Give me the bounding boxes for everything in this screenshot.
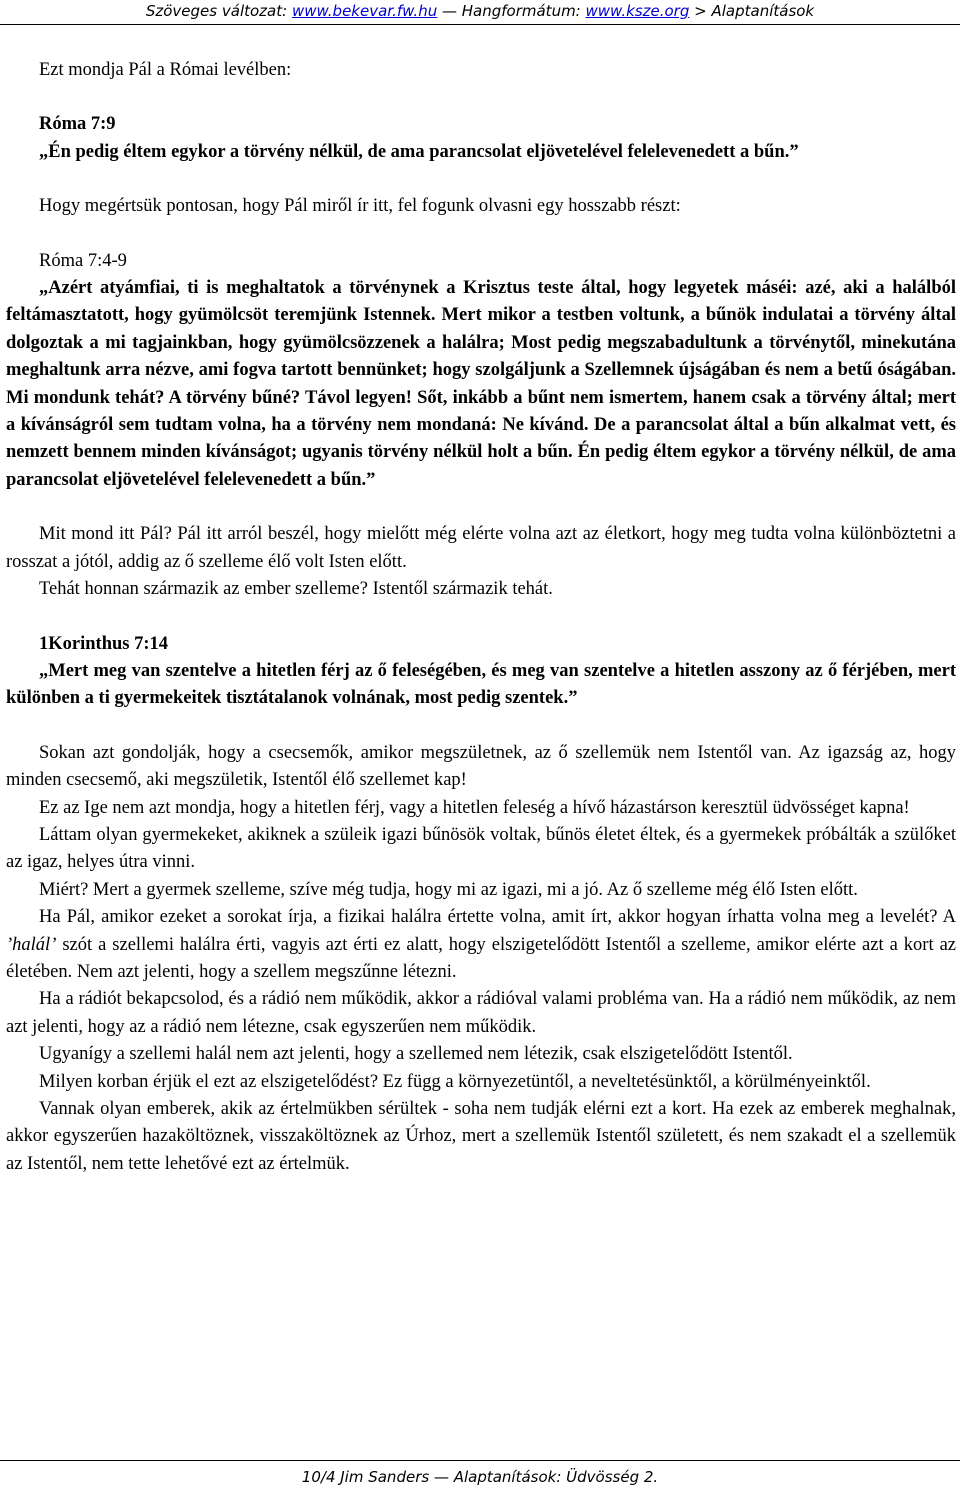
paragraph: Hogy megértsük pontosan, hogy Pál miről ír itt, fel fogunk olvasni egy hosszabb részt: (39, 196, 681, 217)
header-suffix: > Alaptanítások (689, 2, 815, 20)
footer-rule (0, 1460, 960, 1461)
spacer (6, 84, 956, 111)
document-body (6, 57, 956, 1178)
paragraph: Ha a rádiót bekapcsolod, és a rádió nem működik, akkor a rádióval valami probléma van. Ha a rádió nem működik, az nem azt jelenti, hogy az a rádió nem létezne, csak egyszerűen nem működik. (6, 989, 956, 1037)
paragraph: Vannak olyan emberek, akik az értelmükben sérültek - soha nem tudják elérni ezt a kort. Ha ezek az emberek meghalnak, akkor egyszerűen hazaköltöznek, visszaköltöznek az Úrhoz, mert a szellemük Istentől született, és nem szakadt el a szellemük az Istentől, nem tette lehetővé ezt az értelmük. (6, 1099, 956, 1174)
page-header (0, 0, 960, 22)
emphasized-word: ’halál’ (6, 934, 57, 955)
paragraph: Ugyanígy a szellemi halál nem azt jelenti, hogy a szellemed nem létezik, csak elszigetelődött Istentől. (39, 1044, 793, 1065)
spacer (6, 604, 956, 631)
spacer (6, 166, 956, 193)
intro-line: Ezt mondja Pál a Római levélben: (39, 60, 292, 80)
header-prefix: Szöveges változat: (145, 2, 292, 20)
bible-quote: „Mert meg van szentelve a hitetlen férj az ő feleségében, és meg van szentelve a hitetlen asszony az ő férjében, mert különben a ti gyermekeitek tisztátalanok volnának, most pedig szentek.” (6, 660, 956, 709)
header-middle: — Hangformátum: (437, 2, 586, 20)
paragraph (6, 904, 956, 986)
paragraph: Ez az Ige nem azt mondja, hogy a hitetlen férj, vagy a hitetlen feleség a hívő házastárson keresztül üdvösséget kapna! (39, 797, 910, 818)
footer-text: 10/4 Jim Sanders — Alaptanítások: Üdvösség 2. (301, 1468, 659, 1486)
paragraph-text: szót a szellemi halálra érti, vagyis azt érti ez alatt, hogy elszigetelődött Istentől a szelleme, amikor elérte azt a kort az életében. Nem azt jelenti, hogy a szellem megszűnne létezni. (6, 934, 956, 982)
bible-reference: Róma 7:4-9 (39, 250, 127, 271)
paragraph: Tehát honnan származik az ember szelleme? Istentől származik tehát. (39, 579, 553, 600)
bekevar-link[interactable]: www.bekevar.fw.hu (291, 2, 438, 20)
bible-reference: Róma 7:9 (39, 114, 116, 135)
header-rule (0, 24, 960, 25)
page-footer (0, 1466, 960, 1488)
bible-quote: „Én pedig éltem egykor a törvény nélkül, de ama parancsolat eljövetelével felelevenedett a bűn.” (39, 141, 799, 162)
ksze-link[interactable]: www.ksze.org (585, 2, 690, 20)
bible-quote: „Azért atyámfiai, ti is meghaltatok a törvénynek a Krisztus teste által, hogy legyetek máséi: azé, aki a halálból feltámasztatott, hogy gyümölcsöt teremjünk Istennek. Mert mikor a testben voltunk, a bűnök indulatai a törvény által dolgoztak a mi tagjainkban, hogy gyümölcsözzenek a halálra; Most pedig megszabadultunk a törvénytől, minekutána meghaltunk arra nézve, ami fogva tartott bennünket; hogy szolgáljunk a Szellemnek újságában és nem a betű óságában. Mi mondunk tehát? A törvény bűné? Távol legyen! Sőt, inkább a bűnt nem ismertem, hanem csak a törvény által; mert a kívánságról sem tudtam volna, ha a törvény nem mondaná: Ne kívánd. De a parancsolat által a bűn alkalmat vett, és nemzett bennem minden kívánságot; ugyanis törvény nélkül holt a bűn. Én pedig éltem egykor a törvény nélkül, de ama parancsolat eljövetelével felelevenedett a bűn.” (6, 278, 956, 490)
paragraph: Milyen korban érjük el ezt az elszigetelődést? Ez függ a környezetüntől, a neveltetésünktől, a körülményeinktől. (39, 1071, 871, 1092)
bible-reference: 1Korinthus 7:14 (39, 633, 169, 654)
spacer (6, 713, 956, 740)
paragraph: Sokan azt gondolják, hogy a csecsemők, amikor megszületnek, az ő szellemük nem Istentől van. Az igazság az, hogy minden csecsemő, aki megszületik, Istentől élő szellemet kap! (6, 742, 956, 791)
paragraph: Miért? Mert a gyermek szelleme, szíve még tudja, hogy mi az igazi, mi a jó. Az ő szelleme még élő Isten előtt. (39, 879, 858, 900)
paragraph: Láttam olyan gyermekeket, akiknek a szüleik igazi bűnösök voltak, bűnös életet éltek, és a gyermekek próbálták a szülőket az igaz, helyes útra vinni. (6, 824, 956, 873)
paragraph: Mit mond itt Pál? Pál itt arról beszél, hogy mielőtt még elérte volna azt az életkort, hogy meg tudta volna különböztetni a rosszat a jótól, addig az ő szelleme élő volt Isten előtt. (6, 524, 956, 572)
spacer (6, 221, 956, 248)
spacer (6, 494, 956, 521)
paragraph-text: Ha Pál, amikor ezeket a sorokat írja, a fizikai halálra értette volna, amit írt, akkor hogyan írhatta volna meg a levelét? A (39, 907, 956, 928)
